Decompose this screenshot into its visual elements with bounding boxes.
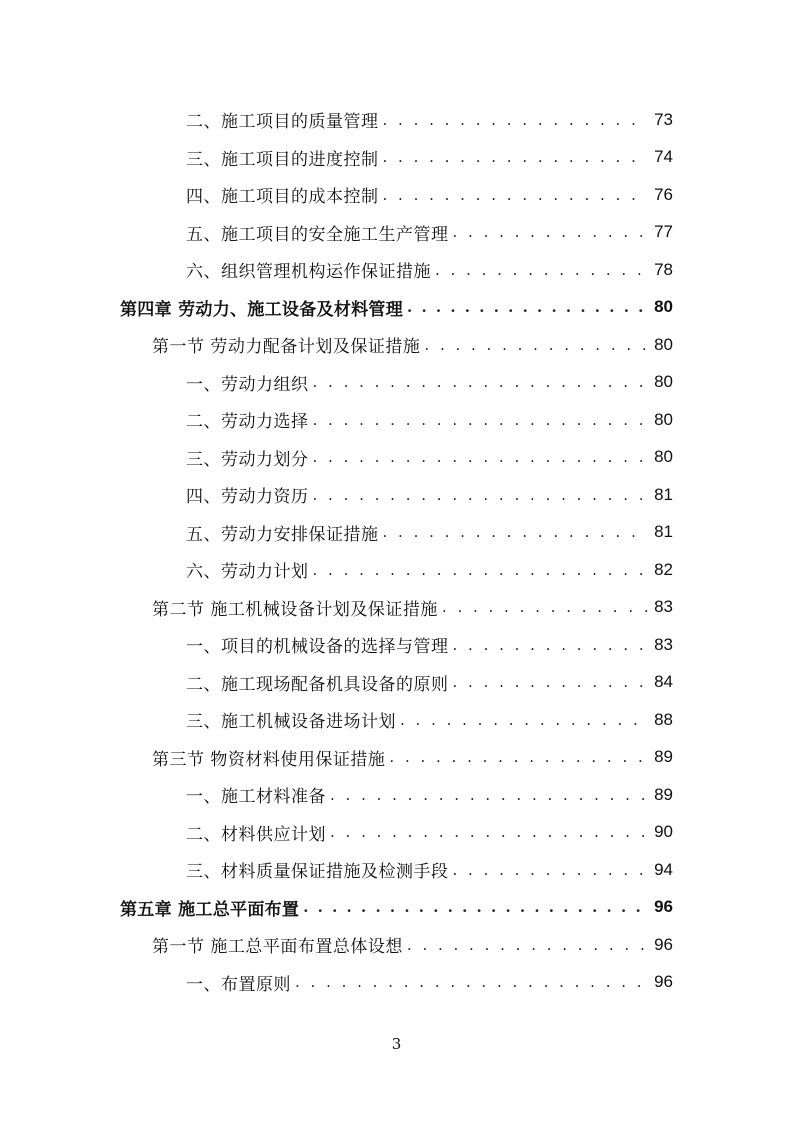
toc-entry-page: 81 <box>654 522 673 541</box>
dot-leader <box>400 711 648 729</box>
toc-entry-page: 83 <box>654 634 673 654</box>
toc-entry-page: 94 <box>654 859 673 879</box>
toc-entry[interactable] <box>186 364 673 401</box>
toc-entry-page: 76 <box>654 184 673 204</box>
dot-leader <box>453 861 649 879</box>
toc-entry[interactable] <box>186 514 673 551</box>
toc-entry-page: 84 <box>654 672 673 691</box>
toc-entry-title: 四、劳动力资历 <box>186 487 309 507</box>
toc-entry-title: 一、布置原则 <box>186 974 291 995</box>
toc-entry-title: 二、材料供应计划 <box>186 824 326 845</box>
toc-entry-page: 80 <box>654 447 673 466</box>
toc-entry[interactable] <box>186 701 673 738</box>
toc-entry-title: 五、施工项目的安全施工生产管理 <box>186 224 449 245</box>
dot-leader <box>453 673 649 691</box>
toc-entry-title: 第二节 施工机械设备计划及保证措施 <box>152 599 438 620</box>
page-number: 3 <box>391 1035 402 1053</box>
dot-leader <box>383 148 649 166</box>
toc-entry-page: 80 <box>654 409 673 429</box>
toc-entry-page: 96 <box>654 934 673 954</box>
toc-section-entry[interactable] <box>152 326 673 363</box>
toc-entry[interactable] <box>186 176 673 213</box>
toc-entry-page: 73 <box>654 109 673 129</box>
dot-leader <box>383 111 649 129</box>
toc-entry-title: 三、劳动力划分 <box>186 449 309 470</box>
toc-chapter-entry[interactable] <box>120 889 673 926</box>
dot-leader <box>313 448 649 466</box>
toc-entry-page: 80 <box>654 372 673 391</box>
toc-entry-title: 一、施工材料准备 <box>186 787 326 807</box>
toc-entry-title: 第一节 劳动力配备计划及保证措施 <box>152 337 421 357</box>
toc-section-entry[interactable] <box>152 739 673 776</box>
dot-leader <box>453 636 649 654</box>
toc-entry[interactable] <box>186 776 673 813</box>
toc-entry-title: 二、施工项目的质量管理 <box>186 112 379 132</box>
toc-entry-page: 83 <box>654 597 673 616</box>
toc-entry[interactable] <box>186 964 673 1001</box>
toc-entry-title: 第一节 施工总平面布置总体设想 <box>152 937 403 957</box>
toc-entry-page: 88 <box>654 709 673 729</box>
dot-leader <box>407 936 648 954</box>
dot-leader <box>313 373 649 391</box>
toc-entry-title: 一、项目的机械设备的选择与管理 <box>186 637 449 657</box>
toc-entry-title: 二、施工现场配备机具设备的原则 <box>186 674 449 695</box>
toc-chapter-entry[interactable] <box>120 289 673 326</box>
toc-entry-page: 80 <box>654 334 673 354</box>
toc-entry-title: 六、劳动力计划 <box>186 562 309 582</box>
toc-entry-page: 80 <box>654 297 673 316</box>
toc-entry[interactable] <box>186 551 673 588</box>
toc-entry[interactable] <box>186 476 673 513</box>
toc-entry-page: 78 <box>654 259 673 279</box>
toc-entry-title: 六、组织管理机构运作保证措施 <box>186 262 431 282</box>
toc-entry[interactable] <box>186 814 673 851</box>
toc-entry-title: 一、劳动力组织 <box>186 374 309 395</box>
toc-entry[interactable] <box>186 214 673 251</box>
toc-entry-title: 四、施工项目的成本控制 <box>186 187 379 207</box>
toc-entry-title: 三、施工项目的进度控制 <box>186 149 379 170</box>
toc-entry[interactable] <box>186 139 673 176</box>
toc-entry[interactable] <box>186 626 673 663</box>
toc-entry-title: 五、劳动力安排保证措施 <box>186 524 379 545</box>
toc-entry-page: 82 <box>654 559 673 579</box>
dot-leader <box>383 523 649 541</box>
dot-leader <box>313 561 649 579</box>
toc-entry-title: 二、劳动力选择 <box>186 412 309 432</box>
toc-section-entry[interactable] <box>152 926 673 963</box>
dot-leader <box>313 486 649 504</box>
toc-entry[interactable] <box>186 101 673 138</box>
dot-leader <box>407 298 648 316</box>
dot-leader <box>330 786 648 804</box>
toc-entry-title: 第五章 施工总平面布置 <box>120 899 300 920</box>
dot-leader <box>330 823 648 841</box>
toc-entry-page: 81 <box>654 484 673 504</box>
toc-entry-title: 第三节 物资材料使用保证措施 <box>152 749 386 770</box>
toc-entry-page: 96 <box>654 972 673 991</box>
toc-entry[interactable] <box>186 251 673 288</box>
dot-leader <box>424 336 648 354</box>
toc-entry-title: 三、施工机械设备进场计划 <box>186 712 396 732</box>
dot-leader <box>303 898 648 916</box>
toc-entry-page: 74 <box>654 147 673 166</box>
toc-entry[interactable] <box>186 401 673 438</box>
toc-entry-page: 77 <box>654 222 673 241</box>
toc-entry-page: 90 <box>654 822 673 841</box>
dot-leader <box>295 973 648 991</box>
toc-entry[interactable] <box>186 851 673 888</box>
toc-section-entry[interactable] <box>152 589 673 626</box>
toc-entry-page: 89 <box>654 747 673 766</box>
toc-entry[interactable] <box>186 439 673 476</box>
toc-entry-page: 89 <box>654 784 673 804</box>
dot-leader <box>453 223 649 241</box>
dot-leader <box>313 411 649 429</box>
dot-leader <box>442 598 648 616</box>
dot-leader <box>389 748 648 766</box>
toc-entry-title: 第四章 劳动力、施工设备及材料管理 <box>120 299 404 320</box>
toc-entry[interactable] <box>186 664 673 701</box>
toc-entry-title: 三、材料质量保证措施及检测手段 <box>186 862 449 882</box>
dot-leader <box>383 186 649 204</box>
toc-entry-page: 96 <box>654 897 673 916</box>
dot-leader <box>435 261 648 279</box>
